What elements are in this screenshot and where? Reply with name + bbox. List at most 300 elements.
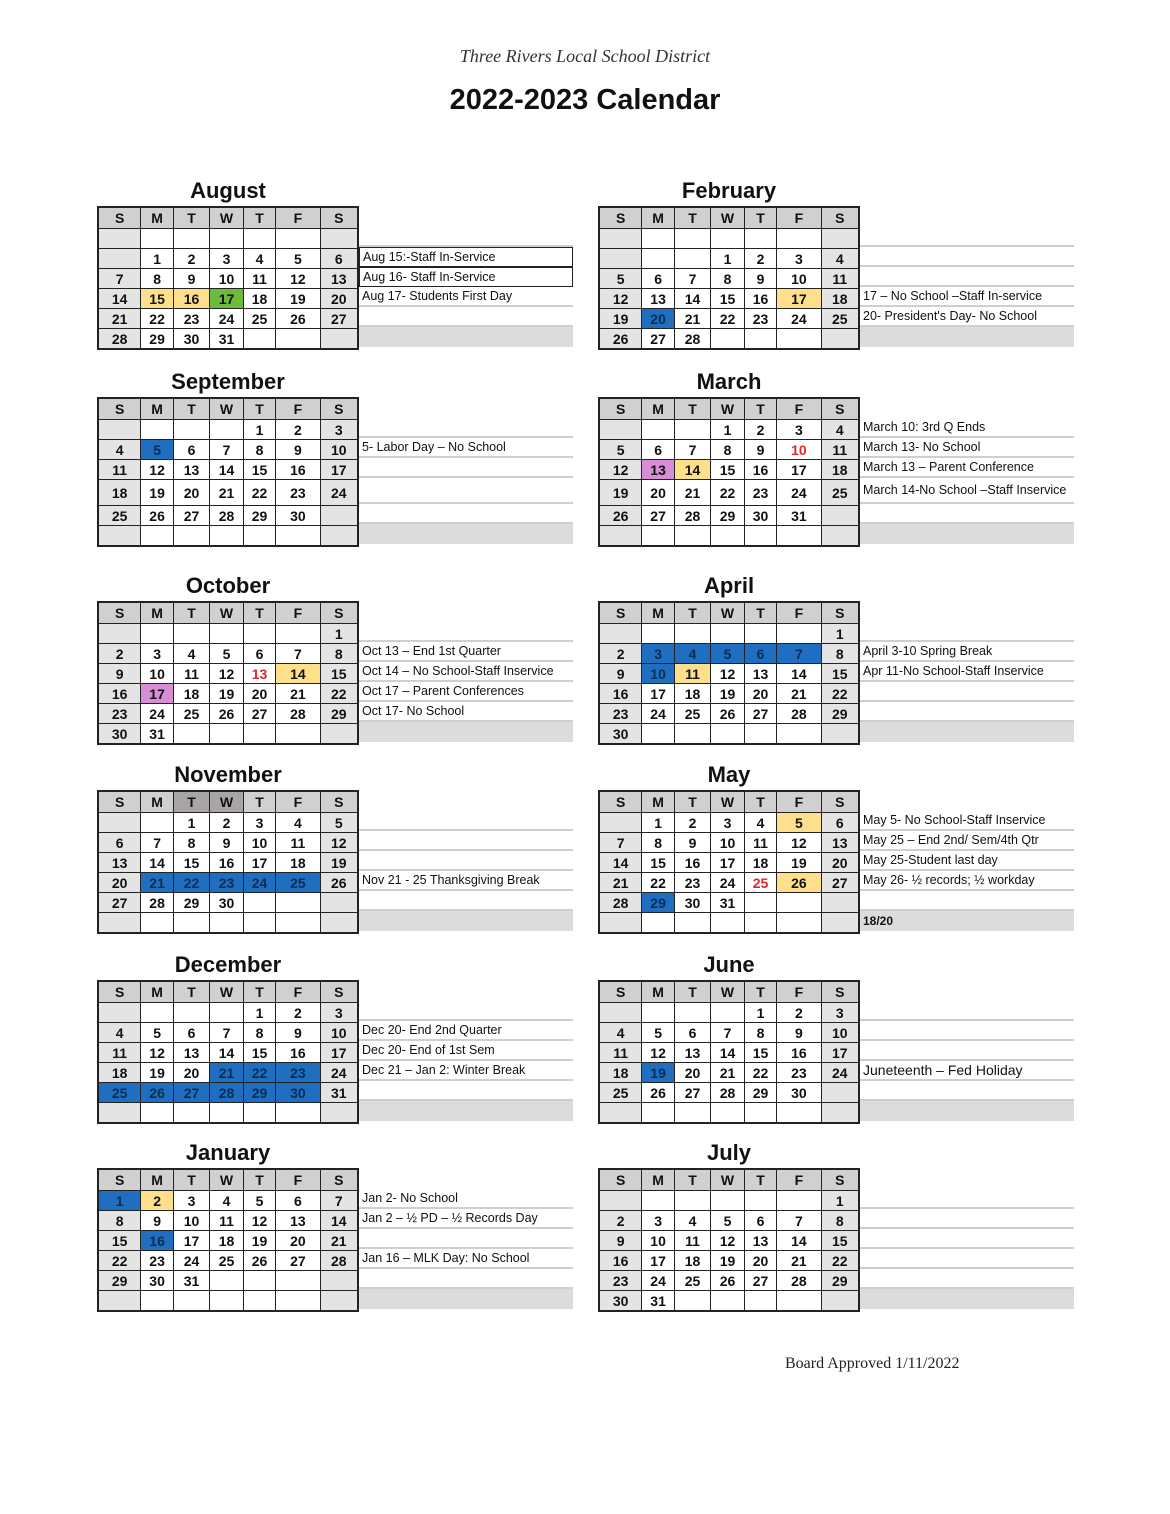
day-cell: 2 bbox=[674, 813, 710, 832]
day-cell: 28 bbox=[209, 506, 242, 525]
empty-day-cell bbox=[275, 724, 319, 743]
day-cell: 27 bbox=[320, 309, 357, 328]
day-cell: 5 bbox=[600, 269, 641, 288]
day-cell: 8 bbox=[821, 1211, 858, 1230]
day-cell: 22 bbox=[99, 1251, 140, 1270]
day-cell: 9 bbox=[744, 269, 777, 288]
weekday-label: M bbox=[140, 603, 173, 623]
empty-day-cell bbox=[600, 813, 641, 832]
empty-day-cell bbox=[99, 229, 140, 248]
day-cell: 20 bbox=[99, 873, 140, 892]
week-row bbox=[600, 723, 858, 743]
weekday-label: S bbox=[99, 1170, 140, 1190]
empty-day-cell bbox=[744, 329, 777, 348]
week-row bbox=[600, 643, 858, 663]
day-cell: 1 bbox=[99, 1191, 140, 1210]
empty-day-cell bbox=[275, 1103, 319, 1122]
day-cell: 22 bbox=[173, 873, 209, 892]
week-row bbox=[600, 459, 858, 479]
day-cell: 26 bbox=[243, 1251, 276, 1270]
day-cell: 24 bbox=[173, 1251, 209, 1270]
day-cell: 3 bbox=[173, 1191, 209, 1210]
day-cell: 16 bbox=[140, 1231, 173, 1250]
weekday-label: F bbox=[275, 399, 319, 419]
weekday-label: S bbox=[821, 399, 858, 419]
day-cell: 3 bbox=[243, 813, 276, 832]
empty-day-cell bbox=[209, 724, 242, 743]
empty-day-cell bbox=[209, 229, 242, 248]
month-grid bbox=[598, 397, 860, 547]
empty-day-cell bbox=[209, 1291, 242, 1310]
day-cell: 3 bbox=[776, 420, 820, 439]
day-cell: 13 bbox=[99, 853, 140, 872]
day-cell: 25 bbox=[173, 704, 209, 723]
event-note bbox=[359, 1289, 573, 1309]
day-cell: 23 bbox=[744, 309, 777, 328]
day-cell: 17 bbox=[173, 1231, 209, 1250]
day-cell: 14 bbox=[99, 289, 140, 308]
weekday-label: F bbox=[776, 982, 820, 1002]
day-cell: 27 bbox=[821, 873, 858, 892]
weekday-label: S bbox=[99, 208, 140, 228]
week-row bbox=[600, 505, 858, 525]
event-note: Oct 13 – End 1st Quarter bbox=[359, 642, 573, 662]
weekday-header-row bbox=[600, 1170, 858, 1190]
day-cell: 11 bbox=[275, 833, 319, 852]
day-cell: 24 bbox=[140, 704, 173, 723]
week-row bbox=[99, 248, 357, 268]
event-note bbox=[860, 1081, 1074, 1101]
weekday-label: T bbox=[744, 208, 777, 228]
week-row bbox=[99, 268, 357, 288]
day-cell: 16 bbox=[744, 289, 777, 308]
empty-day-cell bbox=[140, 526, 173, 545]
day-cell: 4 bbox=[674, 644, 710, 663]
empty-day-cell bbox=[776, 913, 820, 932]
day-cell: 19 bbox=[275, 289, 319, 308]
day-cell: 31 bbox=[140, 724, 173, 743]
empty-day-cell bbox=[243, 329, 276, 348]
empty-day-cell bbox=[209, 1103, 242, 1122]
day-cell: 14 bbox=[674, 460, 710, 479]
day-cell: 14 bbox=[776, 664, 820, 683]
week-row bbox=[99, 1022, 357, 1042]
day-cell: 30 bbox=[140, 1271, 173, 1290]
day-cell: 30 bbox=[173, 329, 209, 348]
week-row bbox=[600, 1102, 858, 1122]
day-cell: 19 bbox=[243, 1231, 276, 1250]
empty-day-cell bbox=[320, 1271, 357, 1290]
empty-day-cell bbox=[320, 526, 357, 545]
empty-day-cell bbox=[641, 420, 674, 439]
week-row bbox=[99, 1102, 357, 1122]
empty-day-cell bbox=[243, 893, 276, 912]
day-cell: 25 bbox=[821, 480, 858, 505]
empty-day-cell bbox=[674, 420, 710, 439]
event-note bbox=[359, 722, 573, 742]
weekday-label: F bbox=[776, 603, 820, 623]
week-row bbox=[99, 703, 357, 723]
day-cell: 29 bbox=[641, 893, 674, 912]
day-cell: 31 bbox=[710, 893, 743, 912]
day-cell: 24 bbox=[209, 309, 242, 328]
empty-day-cell bbox=[600, 1191, 641, 1210]
day-cell: 9 bbox=[744, 440, 777, 459]
event-note bbox=[359, 1001, 573, 1021]
day-cell: 5 bbox=[710, 644, 743, 663]
day-cell: 24 bbox=[320, 480, 357, 505]
day-cell: 17 bbox=[776, 460, 820, 479]
day-cell: 16 bbox=[600, 1251, 641, 1270]
weekday-label: W bbox=[209, 982, 242, 1002]
day-cell: 15 bbox=[641, 853, 674, 872]
day-cell: 6 bbox=[173, 440, 209, 459]
day-cell: 16 bbox=[600, 684, 641, 703]
weekday-label: T bbox=[243, 982, 276, 1002]
event-note: Jan 2 – ½ PD – ½ Records Day bbox=[359, 1209, 573, 1229]
day-cell: 18 bbox=[173, 684, 209, 703]
day-cell: 15 bbox=[140, 289, 173, 308]
empty-day-cell bbox=[744, 624, 777, 643]
weekday-label: M bbox=[641, 982, 674, 1002]
day-cell: 19 bbox=[600, 309, 641, 328]
empty-day-cell bbox=[744, 526, 777, 545]
day-cell: 12 bbox=[710, 664, 743, 683]
empty-day-cell bbox=[320, 229, 357, 248]
day-cell: 15 bbox=[173, 853, 209, 872]
day-cell: 30 bbox=[99, 724, 140, 743]
weekday-label: T bbox=[173, 1170, 209, 1190]
empty-day-cell bbox=[674, 249, 710, 268]
weekday-header-row bbox=[99, 792, 357, 812]
weekday-label: M bbox=[641, 792, 674, 812]
empty-day-cell bbox=[744, 1191, 777, 1210]
day-cell: 20 bbox=[744, 1251, 777, 1270]
weekday-label: T bbox=[173, 603, 209, 623]
empty-day-cell bbox=[243, 1271, 276, 1290]
day-cell: 31 bbox=[320, 1083, 357, 1102]
day-cell: 10 bbox=[320, 440, 357, 459]
day-cell: 1 bbox=[320, 624, 357, 643]
weekday-label: S bbox=[99, 399, 140, 419]
day-cell: 12 bbox=[600, 460, 641, 479]
event-note bbox=[860, 524, 1074, 544]
empty-day-cell bbox=[600, 420, 641, 439]
event-note bbox=[860, 682, 1074, 702]
empty-day-cell bbox=[776, 624, 820, 643]
empty-day-cell bbox=[776, 1191, 820, 1210]
day-cell: 30 bbox=[674, 893, 710, 912]
day-cell: 2 bbox=[275, 420, 319, 439]
day-cell: 13 bbox=[173, 1043, 209, 1062]
empty-day-cell bbox=[600, 526, 641, 545]
week-row bbox=[600, 248, 858, 268]
day-cell: 3 bbox=[821, 1003, 858, 1022]
event-note: 20- President's Day- No School bbox=[860, 307, 1074, 327]
day-cell: 18 bbox=[821, 460, 858, 479]
empty-day-cell bbox=[674, 1191, 710, 1210]
day-cell: 22 bbox=[320, 684, 357, 703]
day-cell: 3 bbox=[776, 249, 820, 268]
day-cell: 8 bbox=[821, 644, 858, 663]
day-cell: 19 bbox=[140, 480, 173, 505]
empty-day-cell bbox=[641, 724, 674, 743]
day-cell: 13 bbox=[674, 1043, 710, 1062]
day-cell: 4 bbox=[600, 1023, 641, 1042]
day-cell: 11 bbox=[674, 1231, 710, 1250]
week-row bbox=[600, 892, 858, 912]
month-grid bbox=[97, 206, 359, 350]
day-cell: 12 bbox=[320, 833, 357, 852]
day-cell: 10 bbox=[320, 1023, 357, 1042]
day-cell: 20 bbox=[173, 480, 209, 505]
day-cell: 5 bbox=[140, 1023, 173, 1042]
event-note: May 5- No School-Staff Inservice bbox=[860, 811, 1074, 831]
week-row bbox=[600, 1270, 858, 1290]
empty-day-cell bbox=[641, 249, 674, 268]
month-title: May bbox=[707, 762, 751, 787]
empty-day-cell bbox=[99, 1103, 140, 1122]
month-grid bbox=[97, 397, 359, 547]
event-note: Aug 17- Students First Day bbox=[359, 287, 573, 307]
day-cell: 21 bbox=[710, 1063, 743, 1082]
day-cell: 24 bbox=[641, 704, 674, 723]
event-note bbox=[860, 1189, 1074, 1209]
week-row bbox=[99, 623, 357, 643]
day-cell: 24 bbox=[776, 309, 820, 328]
week-row bbox=[99, 1230, 357, 1250]
empty-day-cell bbox=[320, 329, 357, 348]
event-note: Dec 21 – Jan 2: Winter Break bbox=[359, 1061, 573, 1081]
empty-day-cell bbox=[744, 1103, 777, 1122]
month-title: August bbox=[190, 178, 266, 203]
day-cell: 6 bbox=[275, 1191, 319, 1210]
day-cell: 1 bbox=[821, 1191, 858, 1210]
day-cell: 26 bbox=[710, 1271, 743, 1290]
day-cell: 27 bbox=[243, 704, 276, 723]
day-cell: 12 bbox=[140, 1043, 173, 1062]
day-cell: 17 bbox=[243, 853, 276, 872]
week-row bbox=[600, 1082, 858, 1102]
day-cell: 20 bbox=[320, 289, 357, 308]
weekday-label: S bbox=[821, 603, 858, 623]
day-cell: 25 bbox=[600, 1083, 641, 1102]
week-row bbox=[600, 623, 858, 643]
empty-day-cell bbox=[320, 506, 357, 525]
day-cell: 13 bbox=[821, 833, 858, 852]
day-cell: 17 bbox=[641, 684, 674, 703]
empty-day-cell bbox=[600, 624, 641, 643]
day-cell: 6 bbox=[744, 1211, 777, 1230]
day-cell: 4 bbox=[173, 644, 209, 663]
day-cell: 5 bbox=[776, 813, 820, 832]
event-note bbox=[860, 702, 1074, 722]
empty-day-cell bbox=[710, 624, 743, 643]
empty-day-cell bbox=[710, 526, 743, 545]
empty-day-cell bbox=[173, 526, 209, 545]
weekday-label: S bbox=[320, 208, 357, 228]
day-cell: 11 bbox=[99, 460, 140, 479]
day-cell: 31 bbox=[776, 506, 820, 525]
day-cell: 22 bbox=[744, 1063, 777, 1082]
day-cell: 21 bbox=[209, 480, 242, 505]
day-cell: 23 bbox=[744, 480, 777, 505]
week-row bbox=[600, 852, 858, 872]
day-cell: 7 bbox=[209, 1023, 242, 1042]
week-row bbox=[99, 525, 357, 545]
day-cell: 16 bbox=[209, 853, 242, 872]
empty-day-cell bbox=[821, 893, 858, 912]
day-cell: 17 bbox=[776, 289, 820, 308]
empty-day-cell bbox=[821, 229, 858, 248]
weekday-header-row bbox=[600, 399, 858, 419]
day-cell: 28 bbox=[140, 893, 173, 912]
week-row bbox=[600, 812, 858, 832]
empty-day-cell bbox=[674, 1291, 710, 1310]
day-cell: 27 bbox=[744, 704, 777, 723]
event-note: May 26- ½ records; ½ workday bbox=[860, 871, 1074, 891]
empty-day-cell bbox=[674, 229, 710, 248]
day-cell: 10 bbox=[243, 833, 276, 852]
day-cell: 27 bbox=[641, 329, 674, 348]
day-cell: 19 bbox=[641, 1063, 674, 1082]
event-note bbox=[359, 1081, 573, 1101]
day-cell: 26 bbox=[600, 329, 641, 348]
day-cell: 1 bbox=[710, 249, 743, 268]
day-cell: 26 bbox=[140, 1083, 173, 1102]
day-cell: 8 bbox=[710, 440, 743, 459]
day-cell: 10 bbox=[641, 1231, 674, 1250]
day-cell: 22 bbox=[140, 309, 173, 328]
week-row bbox=[99, 1250, 357, 1270]
day-cell: 31 bbox=[641, 1291, 674, 1310]
day-cell: 9 bbox=[275, 1023, 319, 1042]
day-cell: 2 bbox=[600, 1211, 641, 1230]
weekday-label: F bbox=[275, 1170, 319, 1190]
empty-day-cell bbox=[776, 893, 820, 912]
weekday-label: T bbox=[243, 208, 276, 228]
empty-day-cell bbox=[243, 1291, 276, 1310]
empty-day-cell bbox=[600, 1003, 641, 1022]
week-row bbox=[600, 308, 858, 328]
empty-day-cell bbox=[674, 724, 710, 743]
weekday-label: M bbox=[641, 603, 674, 623]
day-cell: 7 bbox=[600, 833, 641, 852]
day-cell: 4 bbox=[744, 813, 777, 832]
day-cell: 26 bbox=[209, 704, 242, 723]
empty-day-cell bbox=[173, 624, 209, 643]
day-cell: 18 bbox=[821, 289, 858, 308]
weekday-label: F bbox=[275, 792, 319, 812]
day-cell: 6 bbox=[173, 1023, 209, 1042]
day-cell: 26 bbox=[710, 704, 743, 723]
day-cell: 20 bbox=[821, 853, 858, 872]
empty-day-cell bbox=[173, 229, 209, 248]
empty-day-cell bbox=[99, 813, 140, 832]
empty-day-cell bbox=[140, 1291, 173, 1310]
weekday-label: S bbox=[600, 982, 641, 1002]
day-cell: 13 bbox=[641, 460, 674, 479]
day-cell: 5 bbox=[600, 440, 641, 459]
event-note bbox=[860, 1209, 1074, 1229]
weekday-label: S bbox=[99, 603, 140, 623]
day-cell: 6 bbox=[641, 269, 674, 288]
day-cell: 23 bbox=[275, 1063, 319, 1082]
day-cell: 15 bbox=[821, 1231, 858, 1250]
event-note bbox=[359, 1269, 573, 1289]
day-cell: 12 bbox=[710, 1231, 743, 1250]
event-note bbox=[359, 831, 573, 851]
weekday-header-row bbox=[600, 603, 858, 623]
event-note: March 10: 3rd Q Ends bbox=[860, 418, 1074, 438]
empty-day-cell bbox=[641, 1191, 674, 1210]
day-cell: 17 bbox=[209, 289, 242, 308]
weekday-label: F bbox=[776, 792, 820, 812]
month-grid bbox=[97, 601, 359, 745]
day-cell: 1 bbox=[140, 249, 173, 268]
day-cell: 17 bbox=[140, 684, 173, 703]
empty-day-cell bbox=[776, 526, 820, 545]
weekday-header-row bbox=[99, 1170, 357, 1190]
week-row bbox=[99, 419, 357, 439]
day-cell: 12 bbox=[600, 289, 641, 308]
event-note bbox=[860, 267, 1074, 287]
empty-day-cell bbox=[173, 1103, 209, 1122]
day-cell: 26 bbox=[320, 873, 357, 892]
day-cell: 9 bbox=[600, 664, 641, 683]
day-cell: 2 bbox=[600, 644, 641, 663]
day-cell: 13 bbox=[641, 289, 674, 308]
day-cell: 18 bbox=[744, 853, 777, 872]
day-cell: 10 bbox=[173, 1211, 209, 1230]
day-cell: 19 bbox=[209, 684, 242, 703]
event-note: May 25-Student last day bbox=[860, 851, 1074, 871]
week-row bbox=[600, 1062, 858, 1082]
weekday-label: T bbox=[173, 208, 209, 228]
day-cell: 19 bbox=[710, 684, 743, 703]
day-cell: 3 bbox=[320, 420, 357, 439]
day-cell: 9 bbox=[140, 1211, 173, 1230]
day-cell: 3 bbox=[209, 249, 242, 268]
day-cell: 10 bbox=[776, 269, 820, 288]
day-cell: 8 bbox=[710, 269, 743, 288]
day-cell: 2 bbox=[744, 249, 777, 268]
day-cell: 29 bbox=[243, 506, 276, 525]
day-cell: 25 bbox=[243, 309, 276, 328]
day-cell: 7 bbox=[710, 1023, 743, 1042]
event-note: Oct 17 – Parent Conferences bbox=[359, 682, 573, 702]
month-grid bbox=[598, 980, 860, 1124]
month-grid bbox=[598, 1168, 860, 1312]
empty-day-cell bbox=[99, 1003, 140, 1022]
empty-day-cell bbox=[209, 1003, 242, 1022]
day-cell: 1 bbox=[243, 1003, 276, 1022]
day-cell: 3 bbox=[320, 1003, 357, 1022]
event-note bbox=[359, 1101, 573, 1121]
empty-day-cell bbox=[243, 724, 276, 743]
day-cell: 7 bbox=[140, 833, 173, 852]
weekday-label: W bbox=[209, 1170, 242, 1190]
week-row bbox=[99, 1190, 357, 1210]
event-note bbox=[860, 1101, 1074, 1121]
week-row bbox=[99, 1210, 357, 1230]
day-cell: 5 bbox=[641, 1023, 674, 1042]
empty-day-cell bbox=[243, 229, 276, 248]
event-note: March 13 – Parent Conference bbox=[860, 458, 1074, 478]
week-row bbox=[600, 703, 858, 723]
weekday-label: S bbox=[320, 603, 357, 623]
empty-day-cell bbox=[776, 1103, 820, 1122]
